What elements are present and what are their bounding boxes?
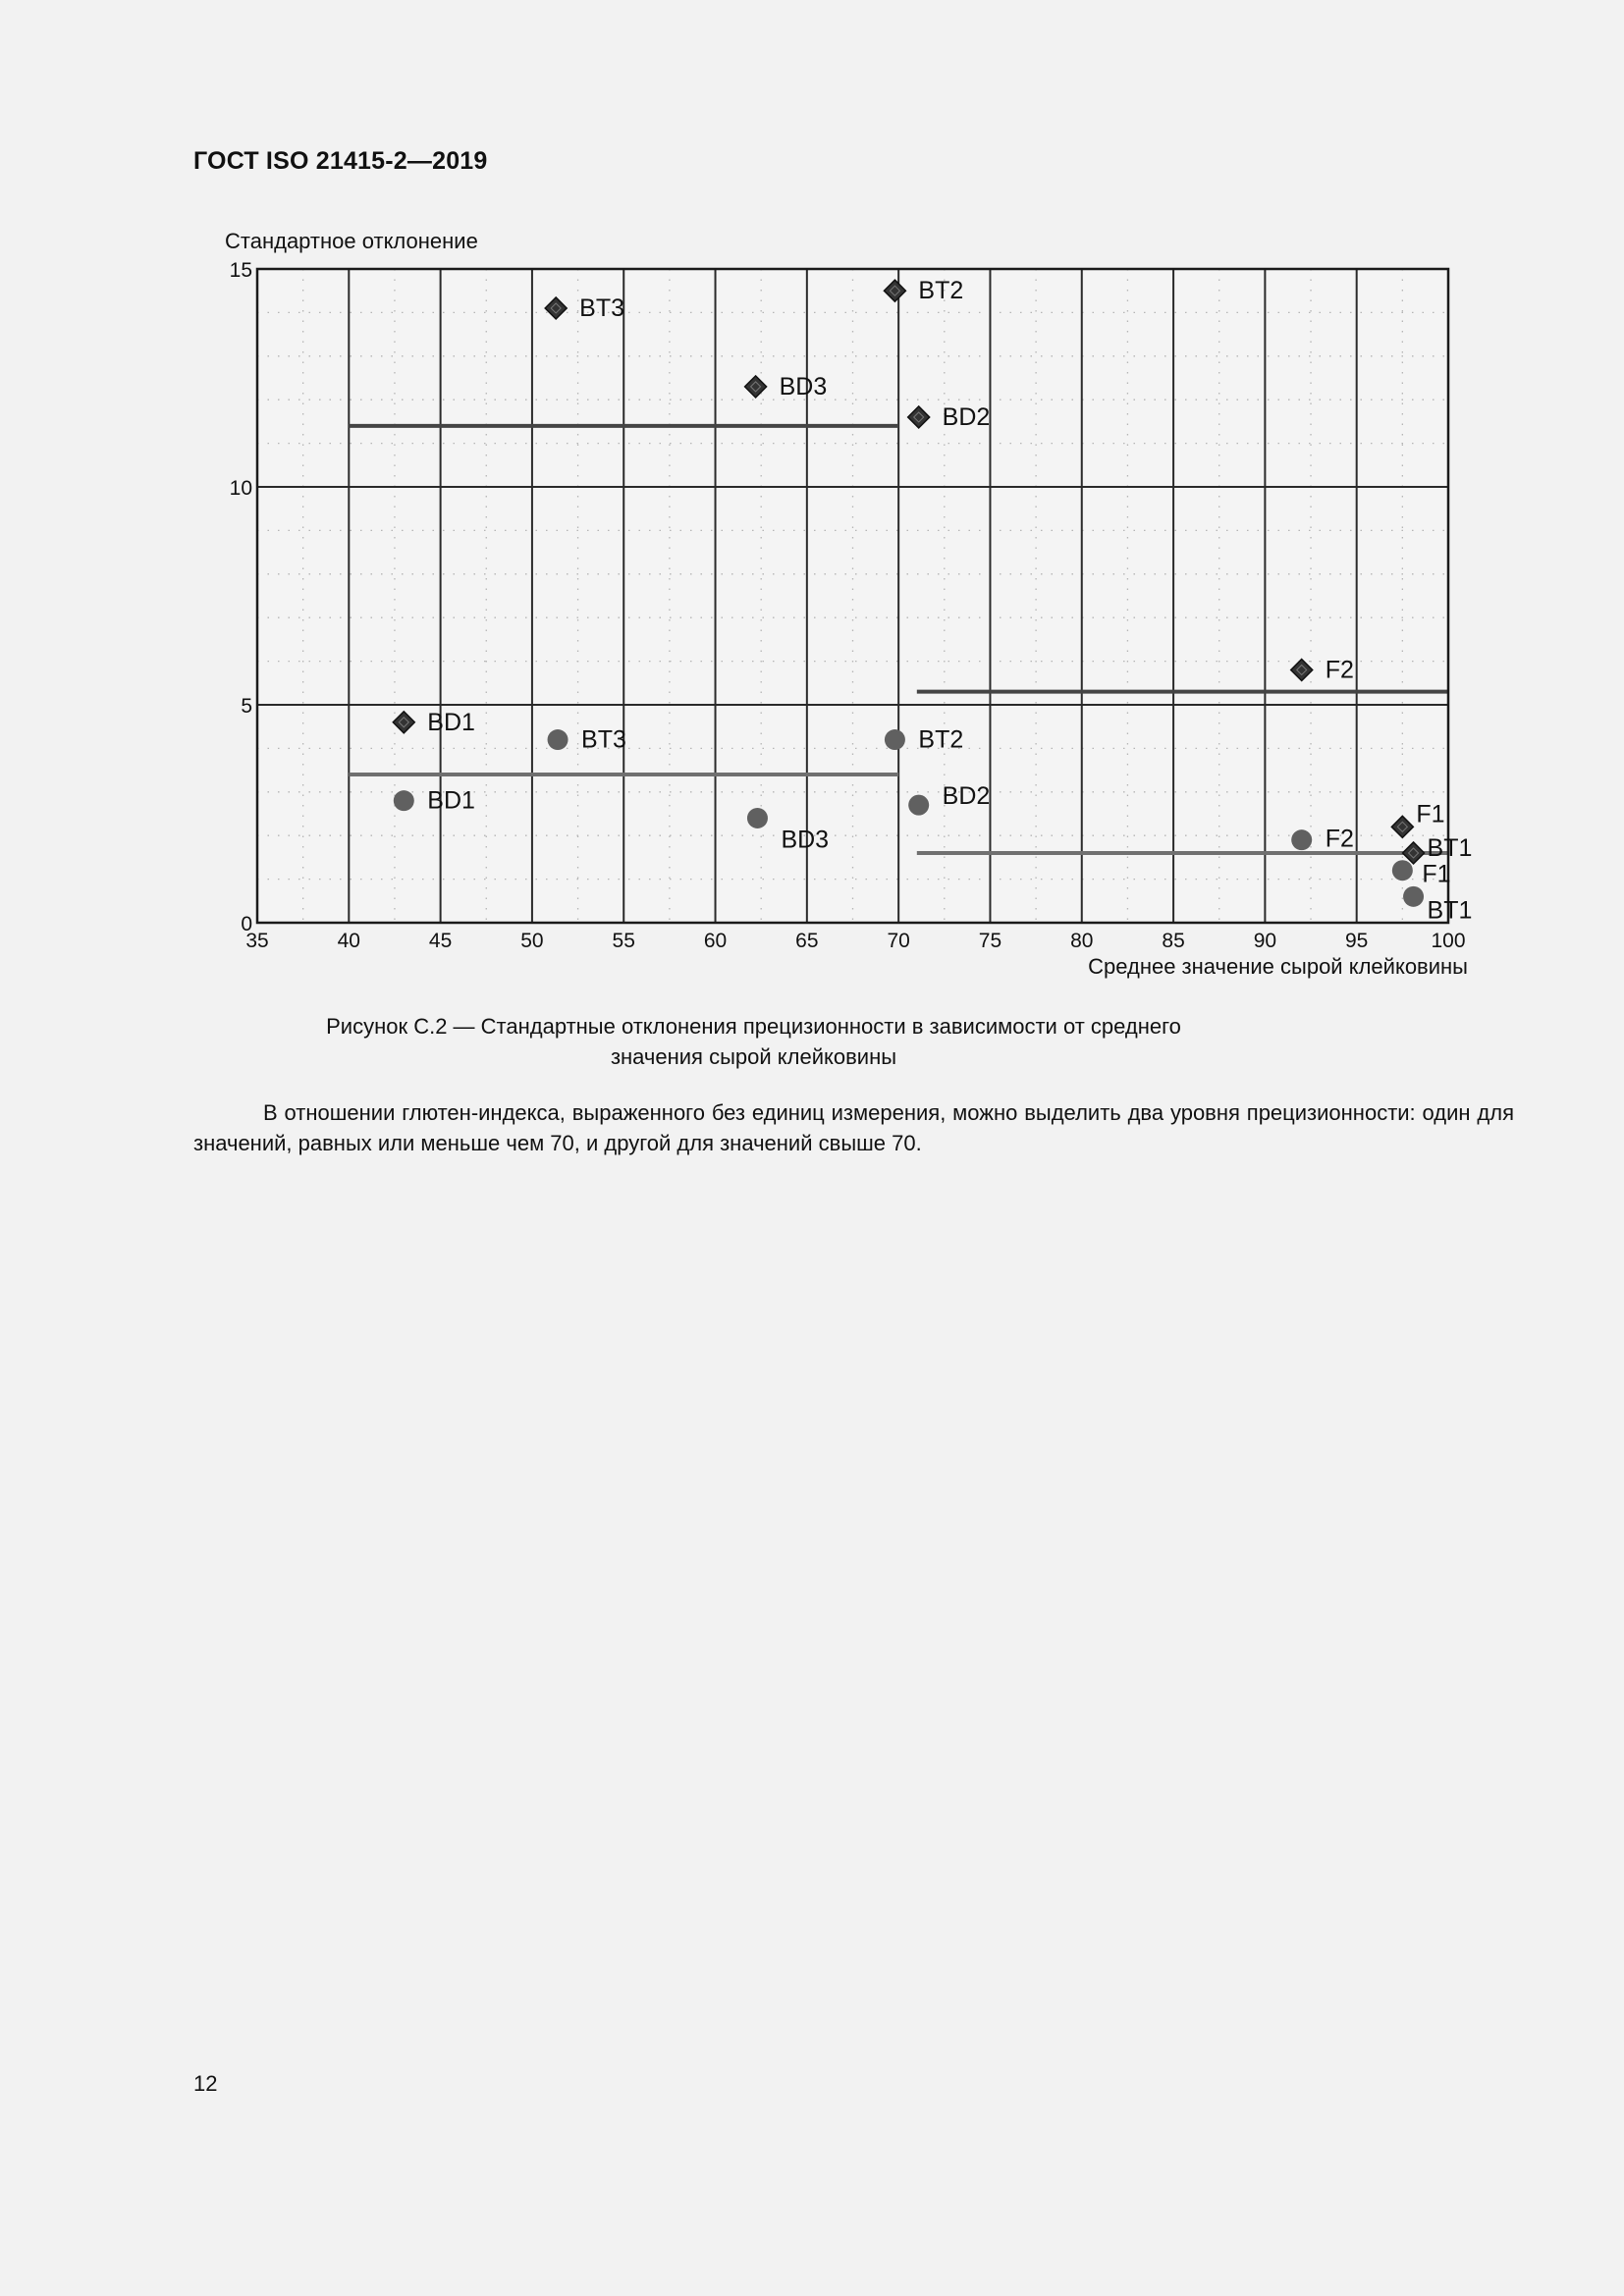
circle-marker bbox=[885, 729, 905, 750]
x-tick-label: 70 bbox=[887, 930, 910, 952]
point-label: BD3 bbox=[779, 372, 828, 400]
caption-line-2: значения сырой клейковины bbox=[610, 1044, 897, 1069]
circle-marker bbox=[747, 808, 768, 828]
point-label: F1 bbox=[1422, 860, 1451, 888]
caption-line-1: Рисунок С.2 — Стандартные отклонения прецизионности в зависимости от среднего bbox=[326, 1014, 1181, 1039]
x-tick-label: 40 bbox=[337, 930, 360, 952]
circle-marker bbox=[908, 795, 929, 816]
y-axis-label: Стандартное отклонение bbox=[225, 229, 478, 253]
point-label: BD1 bbox=[427, 708, 475, 736]
y-tick-label: 0 bbox=[241, 913, 252, 935]
point-label: BD3 bbox=[781, 826, 830, 854]
x-tick-label: 75 bbox=[978, 930, 1002, 952]
x-tick-label: 65 bbox=[795, 930, 819, 952]
point-label: BD2 bbox=[942, 782, 991, 811]
point-label: BT2 bbox=[918, 725, 964, 754]
x-tick-label: 35 bbox=[245, 930, 269, 952]
circle-marker bbox=[394, 790, 414, 811]
body-paragraph: В отношении глютен-индекса, выраженного без единиц измерения, можно выделить два уровня прецизионности: один для значений, равных или меньше чем 70, и другой для значений свыше 70. bbox=[193, 1100, 1514, 1155]
x-axis-label: Среднее значение сырой клейковины bbox=[1088, 954, 1468, 979]
point-label: BT1 bbox=[1427, 833, 1473, 862]
document-header: ГОСТ ISO 21415-2—2019 bbox=[193, 147, 488, 175]
point-label: F2 bbox=[1325, 656, 1354, 684]
point-label: BD1 bbox=[427, 786, 475, 815]
circle-marker bbox=[548, 729, 568, 750]
point-label: BT2 bbox=[918, 277, 964, 305]
x-axis-ticks bbox=[245, 930, 1465, 952]
point-label: BD2 bbox=[942, 402, 991, 431]
x-tick-label: 90 bbox=[1253, 930, 1277, 952]
circle-marker bbox=[1392, 860, 1413, 881]
y-tick-label: 5 bbox=[241, 695, 252, 718]
circle-marker bbox=[1291, 829, 1312, 850]
figure-caption bbox=[196, 1011, 1311, 1072]
x-tick-label: 50 bbox=[520, 930, 544, 952]
point-label: F2 bbox=[1325, 825, 1354, 853]
x-tick-label: 80 bbox=[1070, 930, 1094, 952]
point-label: BT3 bbox=[581, 725, 626, 754]
x-tick-label: 45 bbox=[428, 930, 453, 952]
scatter-chart bbox=[0, 0, 1624, 1001]
y-tick-label: 10 bbox=[229, 477, 252, 500]
point-label: F1 bbox=[1416, 800, 1445, 828]
page-number: 12 bbox=[193, 2071, 218, 2096]
y-tick-label: 15 bbox=[229, 259, 252, 282]
x-tick-label: 95 bbox=[1345, 930, 1369, 952]
x-tick-label: 60 bbox=[703, 930, 728, 952]
x-tick-label: 85 bbox=[1162, 930, 1185, 952]
x-tick-label: 55 bbox=[612, 930, 635, 952]
y-axis-ticks bbox=[230, 259, 252, 935]
point-label: BT1 bbox=[1427, 896, 1473, 925]
x-tick-label: 100 bbox=[1431, 930, 1466, 952]
circle-marker bbox=[1403, 886, 1424, 907]
point-label: BT3 bbox=[579, 294, 625, 322]
